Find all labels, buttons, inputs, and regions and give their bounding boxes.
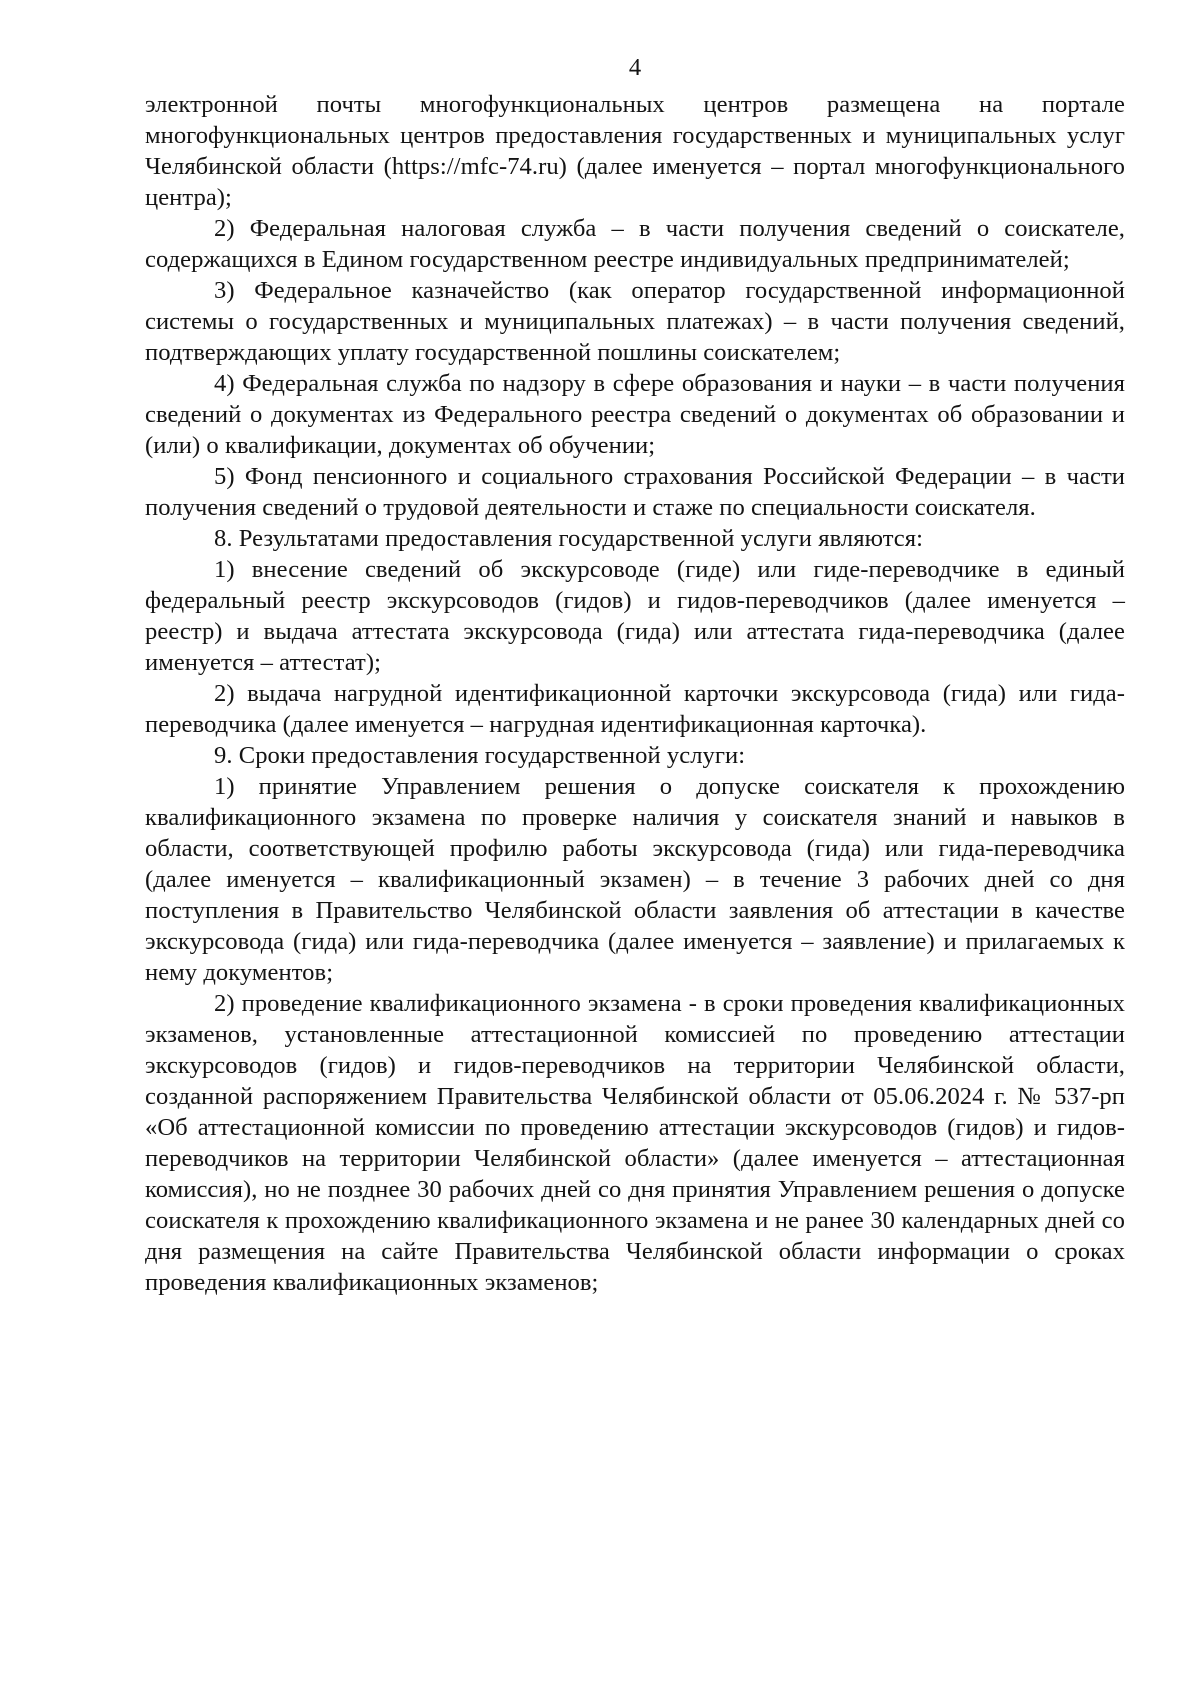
paragraph-3: 3) Федеральное казначейство (как оператор государственной информационной системы о государственных и муниципальных платежах) – в части получения сведений, подтверждающих уплату государственной пошлины соискателем; — [145, 277, 1125, 366]
paragraph-10: 1) принятие Управлением решения о допуске соискателя к прохождению квалификационного экзамена по проверке наличия у соискателя знаний и навыков в области, соответствующей профилю работы экскурсовода (гида) или гида-переводчика (далее именуется – квалификационный экзамен) – в течение 3 рабочих дней со дня поступления в Правительство Челябинской области заявления об аттестации в качестве экскурсовода (гида) или гида-переводчика (далее именуется – заявление) и прилагаемых к нему документов; — [145, 773, 1125, 986]
paragraph-4: 4) Федеральная служба по надзору в сфере образования и науки – в части получения сведений о документах из Федерального реестра сведений о документах об образовании и (или) о квалификации, документах об обучении; — [145, 370, 1125, 459]
paragraph-2: 2) Федеральная налоговая служба – в части получения сведений о соискателе, содержащихся в Едином государственном реестре индивидуальных предпринимателей; — [145, 215, 1125, 273]
paragraph-1: электронной почты многофункциональных центров размещена на портале многофункциональных центров предоставления государственных и муниципальных услуг Челябинской области (https://mfc-74.ru) (далее именуется – портал многофункционального центра); — [145, 91, 1125, 211]
paragraph-7: 1) внесение сведений об экскурсоводе (гиде) или гиде-переводчике в единый федеральный реестр экскурсоводов (гидов) и гидов-переводчиков (далее именуется – реестр) и выдача аттестата экскурсовода (гида) или аттестата гида-переводчика (далее именуется – аттестат); — [145, 556, 1125, 676]
paragraph-5: 5) Фонд пенсионного и социального страхования Российской Федерации – в части получения сведений о трудовой деятельности и стаже по специальности соискателя. — [145, 463, 1125, 521]
paragraph-9: 9. Сроки предоставления государственной услуги: — [214, 742, 746, 769]
paragraph-6: 8. Результатами предоставления государственной услуги являются: — [214, 525, 924, 552]
paragraph-8: 2) выдача нагрудной идентификационной карточки экскурсовода (гида) или гида-переводчика (далее именуется – нагрудная идентификационная карточка). — [145, 680, 1125, 738]
paragraph-11: 2) проведение квалификационного экзамена - в сроки проведения квалификационных экзаменов, установленные аттестационной комиссией по проведению аттестации экскурсоводов (гидов) и гидов-переводчиков на территории Челябинской области, созданной распоряжением Правительства Челябинской области от 05.06.2024 г. № 537-рп «Об аттестационной комиссии по проведению аттестации экскурсоводов (гидов) и гидов-переводчиков на территории Челябинской области» (далее именуется – аттестационная комиссия), но не позднее 30 рабочих дней со дня принятия Управлением решения о допуске соискателя к прохождению квалификационного экзамена и не ранее 30 календарных дней со дня размещения на сайте Правительства Челябинской области информации о сроках проведения квалификационных экзаменов; — [145, 990, 1125, 1296]
document-body — [145, 89, 1125, 1298]
page-number: 4 — [628, 54, 642, 81]
document-page — [145, 52, 1125, 1298]
